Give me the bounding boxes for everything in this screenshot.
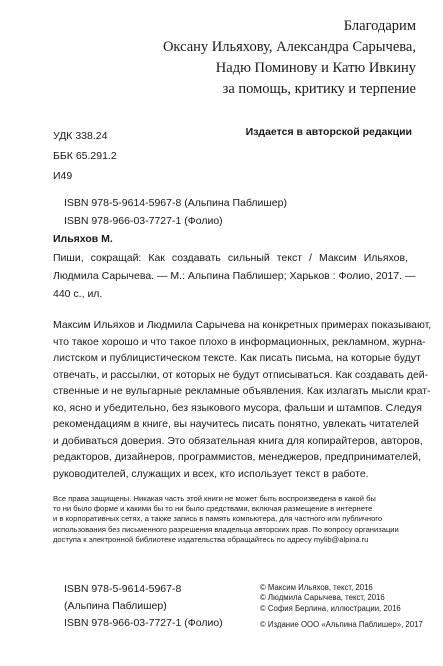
isbn-line: ISBN 978-966-03-7727-1 (Фолио) bbox=[64, 617, 223, 629]
acknowledgement-line: Оксану Ильяхову, Александра Сарычева, bbox=[162, 39, 416, 55]
copyright-line: © Людмила Сарычева, текст, 2016 bbox=[260, 593, 385, 603]
annotation-line: ственные и не вульгарные рекламные объявления. Как излагать мысли крат- bbox=[53, 385, 431, 397]
annotation-line: листском и публицистическом тексте. Как писать письма, на которые будут bbox=[53, 352, 421, 364]
rights-line: доступа к электронной библиотеке издательства обращайтесь по адресу mylib@alpina.ru bbox=[53, 534, 369, 544]
edition-note: Издается в авторской редакции bbox=[245, 126, 412, 138]
isbn-bottom-block bbox=[64, 581, 223, 632]
bibliographic-line: Пиши, сокращай: Как создавать сильный текст / Максим Ильяхов, bbox=[53, 252, 408, 264]
isbn-line: ISBN 978-5-9614-5967-8 (Альпина Паблишер) bbox=[64, 197, 287, 209]
isbn-publisher: (Альпина Паблишер) bbox=[64, 600, 167, 612]
annotation-line: и добиваться доверия. Это обязательная книга для копирайтеров, авторов, bbox=[53, 434, 423, 447]
rights-notice bbox=[53, 494, 399, 545]
classification-block bbox=[53, 126, 117, 186]
annotation-paragraph bbox=[53, 317, 432, 482]
annotation-line: редакторов, дизайнеров, программистов, менеджеров, предпринимателей, bbox=[53, 451, 421, 463]
copyright-block bbox=[260, 583, 423, 630]
rights-line: и в корпоративных сетях, а также запись в память компьютера, для частного или публичного bbox=[53, 514, 383, 524]
isbn-top-block bbox=[64, 194, 287, 230]
author-mark: И49 bbox=[53, 170, 73, 182]
author-heading: Ильяхов М. bbox=[53, 233, 113, 245]
acknowledgement-line: Надю Поминову и Катю Ивкину bbox=[215, 60, 416, 76]
isbn-line: ISBN 978-5-9614-5967-8 bbox=[64, 583, 182, 595]
udk-code: УДК 338.24 bbox=[53, 130, 108, 142]
bibliographic-line: Людмила Сарычева. — М.: Альпина Паблишер; Харьков : Фолио, 2017. — bbox=[53, 270, 416, 282]
bibliographic-line: 440 с., ил. bbox=[53, 288, 103, 300]
rights-line: то ни было форме и какими бы то ни было средствами, включая размещение в интернете bbox=[53, 504, 373, 514]
publisher-copyright: © Издание ООО «Альпина Паблишер», 2017 bbox=[260, 619, 423, 629]
annotation-line: что такое хорошо и что такое плохо в информационных, рекламном, журна- bbox=[53, 335, 426, 348]
acknowledgement-line: за помощь, критику и терпение bbox=[222, 81, 416, 97]
copyright-line: © Максим Ильяхов, текст, 2016 bbox=[260, 583, 373, 592]
bbk-code: ББК 65.291.2 bbox=[53, 150, 117, 162]
annotation-line: отвечать, и рассылки, от которых не будут отписываться. Как создавать дей- bbox=[53, 368, 429, 381]
isbn-line: ISBN 978-966-03-7727-1 (Фолио) bbox=[64, 215, 223, 227]
copyright-line: © София Берлина, иллюстрации, 2016 bbox=[260, 603, 401, 613]
acknowledgement-line: Благодарим bbox=[343, 18, 416, 34]
bibliographic-description bbox=[53, 249, 416, 303]
acknowledgement-block bbox=[163, 16, 416, 100]
annotation-line: рекомендациям в книге, вы научитесь писать понятно, увлекать читателей bbox=[53, 418, 419, 430]
annotation-line: ко, ясно и убедительно, без языкового мусора, фальши и штампов. Следуя bbox=[53, 401, 422, 414]
annotation-line: Максим Ильяхов и Людмила Сарычева на конкретных примерах показывают, bbox=[53, 319, 432, 331]
annotation-line: руководителей, служащих и всех, кто использует текст в работе. bbox=[53, 467, 369, 480]
rights-line: Все права защищены. Никакая часть этой книги не может быть воспроизведена в какой бы bbox=[53, 494, 376, 503]
rights-line: использования без письменного разрешения владельца авторских прав. По вопросу организации bbox=[53, 524, 399, 534]
